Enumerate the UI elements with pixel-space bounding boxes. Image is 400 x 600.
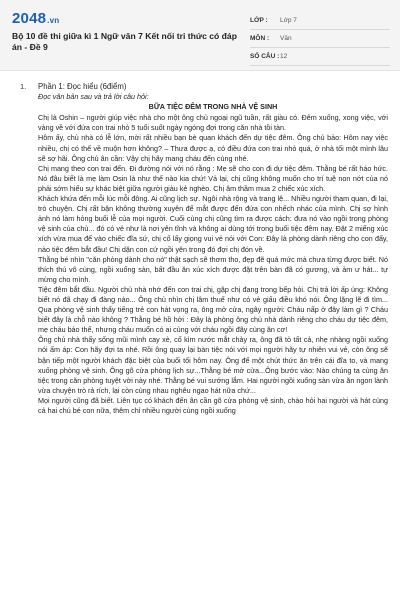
logo-text: 2048: [12, 10, 47, 27]
story-paragraph: Mọi người cũng đã biết. Liên tục có khách đến ân cần gõ cửa phòng vệ sinh, chào hỏi hai người và hát cùng cả hai chú bé con nữa, thêm chỉ nhiều người cùng ngồi xuống: [38, 395, 388, 415]
site-logo[interactable]: [12, 10, 59, 27]
question-body: [38, 82, 388, 416]
meta-row-subject: [250, 30, 390, 48]
meta-label: LỚP :: [250, 17, 268, 24]
meta-row-question-count: [250, 48, 390, 66]
story-paragraph: Chị mang theo con trai đến. Đi đường nói với nó rằng : Mẹ sẽ cho con đi dự tiệc đêm. Thằng bé rất háo hức. Nó đâu biết là mẹ làm Osin là như thế nào kia chứ! Vả lại, chị cũng không muốn cho trí tuệ non nớt của nó phải sớm hiểu sự khác biệt giữa người giàu kẻ nghèo. Chị âm thầm mua 2 chiếc xúc xích.: [38, 163, 388, 193]
story-paragraph: Hôm ấy, chủ nhà có lễ lớn, mời rất nhiều bạn bè quan khách đến dự tiệc đêm. Ông chủ bảo: Hôm nay việc nhiều, chị có thể về muộn hơn không? – Thưa được ạ, có điều đứa con trai nhỏ quá, ở nhà tối một mình lâu sẽ sợ hãi. Ông chủ ân cần: Vậy chị hãy mang cháu đến cùng nhé.: [38, 133, 388, 163]
meta-value: Lớp 7: [280, 17, 297, 24]
logo-suffix: .vn: [47, 16, 60, 25]
story-paragraph: Thằng bé nhìn "căn phòng dành cho nó" thật sạch sẽ thơm tho, đẹp đẽ quá mức mà chưa từng được biết. Nó thích thú vô cùng, ngồi xuống sàn, bất đầu ăn xúc xích được đặt trên bàn đã có gương, và ảm ư hát... tự mừng cho mình.: [38, 254, 388, 284]
story-paragraph: Tiệc đêm bắt đầu. Người chủ nhà nhớ đến con trai chị, gặp chị đang trong bếp hỏi. Chị trả lời ấp úng: Không biết nó đã chạy đi đàng nào... Ông chủ nhìn chị lâm thuế như có vẻ giấu điều khó nói. Ông lặng lẽ đi tìm... Qua phòng vệ sinh thấy tiếng trẻ con hát vọng ra, ông mở cửa, ngây người: Cháu nấp ở đây làm gì ? Cháu biết đây là chỗ nào không ? Thằng bé hồ hởi : Đây là phòng ông chủ nhà dành riêng cho cháu dự tiệc đêm, mẹ cháu bảo thế, nhưng cháu muốn có ai cùng với cháu ngồi đây cùng ăn cơ!: [38, 284, 388, 335]
page-header: [0, 0, 400, 71]
meta-value: 12: [280, 53, 288, 60]
section-title: Phần 1: Đọc hiểu (6điểm): [38, 82, 127, 91]
document-meta: [250, 12, 390, 66]
question-number: 1.: [20, 82, 27, 91]
question-content: [0, 78, 400, 600]
story-paragraph: Ông chủ nhà thấy sống mũi mình cay xè, cố kìm nước mắt chảy ra, ông đã tỏ tất cả, nhẹ nhàng ngồi xuống nói ấm áp: Con hãy đợi ta nhé. Rồi ông quay lại bàn tiệc nói với mọi người hãy tự nhiên vui vẻ, còn ông sẽ bận tiếp một người khách đặc biệt của buổi tối hôm nay. Ông để một chút thức ăn trên cái đĩa to, và mang xuống phòng vệ sinh. Ông gõ cửa phòng lịch sự...Thằng bé mở cửa...Ông bước vào: Nào chúng ta cùng ăn tiệc trong căn phòng tuyệt vời này nhé. Thằng bé vui sướng lắm. Hai người ngồi xuống sàn vừa ăn ngon lành vừa chuyện trò rả rích, lại còn cùng nhau nghêu ngao hát nữa chứ...: [38, 335, 388, 395]
meta-value: Văn: [280, 35, 292, 42]
story-title: BỮA TIỆC ĐÊM TRONG NHÀ VỆ SINH: [148, 102, 278, 112]
meta-label: SỐ CÂU :: [250, 53, 280, 60]
document-title: Bộ 10 đề thi giữa kì 1 Ngữ văn 7 Kết nối tri thức có đáp án - Đề 9: [12, 31, 237, 52]
meta-row-grade: [250, 12, 390, 30]
story-paragraph: Khách khứa đến mỗi lúc mỗi đông. Ai cũng lịch sự. Ngôi nhà rộng và trang lệ... Nhiều người tham quan, đi lại, trò chuyện. Chị rất bận không thường xuyên để mắt được đến đứa con nhếch nhác của mình. Chị sợ hình ảnh nó làm hỏng buổi lễ của mọi người. Cuối cùng chị cũng tìm ra được cách: đưa nó vào ngồi trong phòng vệ sinh của chủ... đó có vẻ như là nơi yên tĩnh và không ai dùng tới trong buổi tiệc đêm nay. Đặt 2 miếng xúc xích vừa mua để vào chiếc đĩa sứ, chị cố lấy giọng vui vẻ nói với Con: Đây là phòng dành riêng cho con đấy, nào tiệc đêm bắt đầu! Chị dặn con cứ ngồi yên trong đó đợi chị đón về.: [38, 194, 388, 254]
story-paragraph: Chị là Oshin – người giúp việc nhà cho một ông chủ ngoại ngũ tuần, rất giàu có. Đêm xuống, xong việc, với vàng về với đứa con trai nhỏ 5 tuổi suốt ngày ngóng đợi trong căn nhà tồi tàn.: [38, 113, 388, 133]
meta-label: MÔN :: [250, 35, 270, 42]
question-instruction: Đọc văn bản sau và trả lời câu hỏi:: [38, 92, 149, 102]
